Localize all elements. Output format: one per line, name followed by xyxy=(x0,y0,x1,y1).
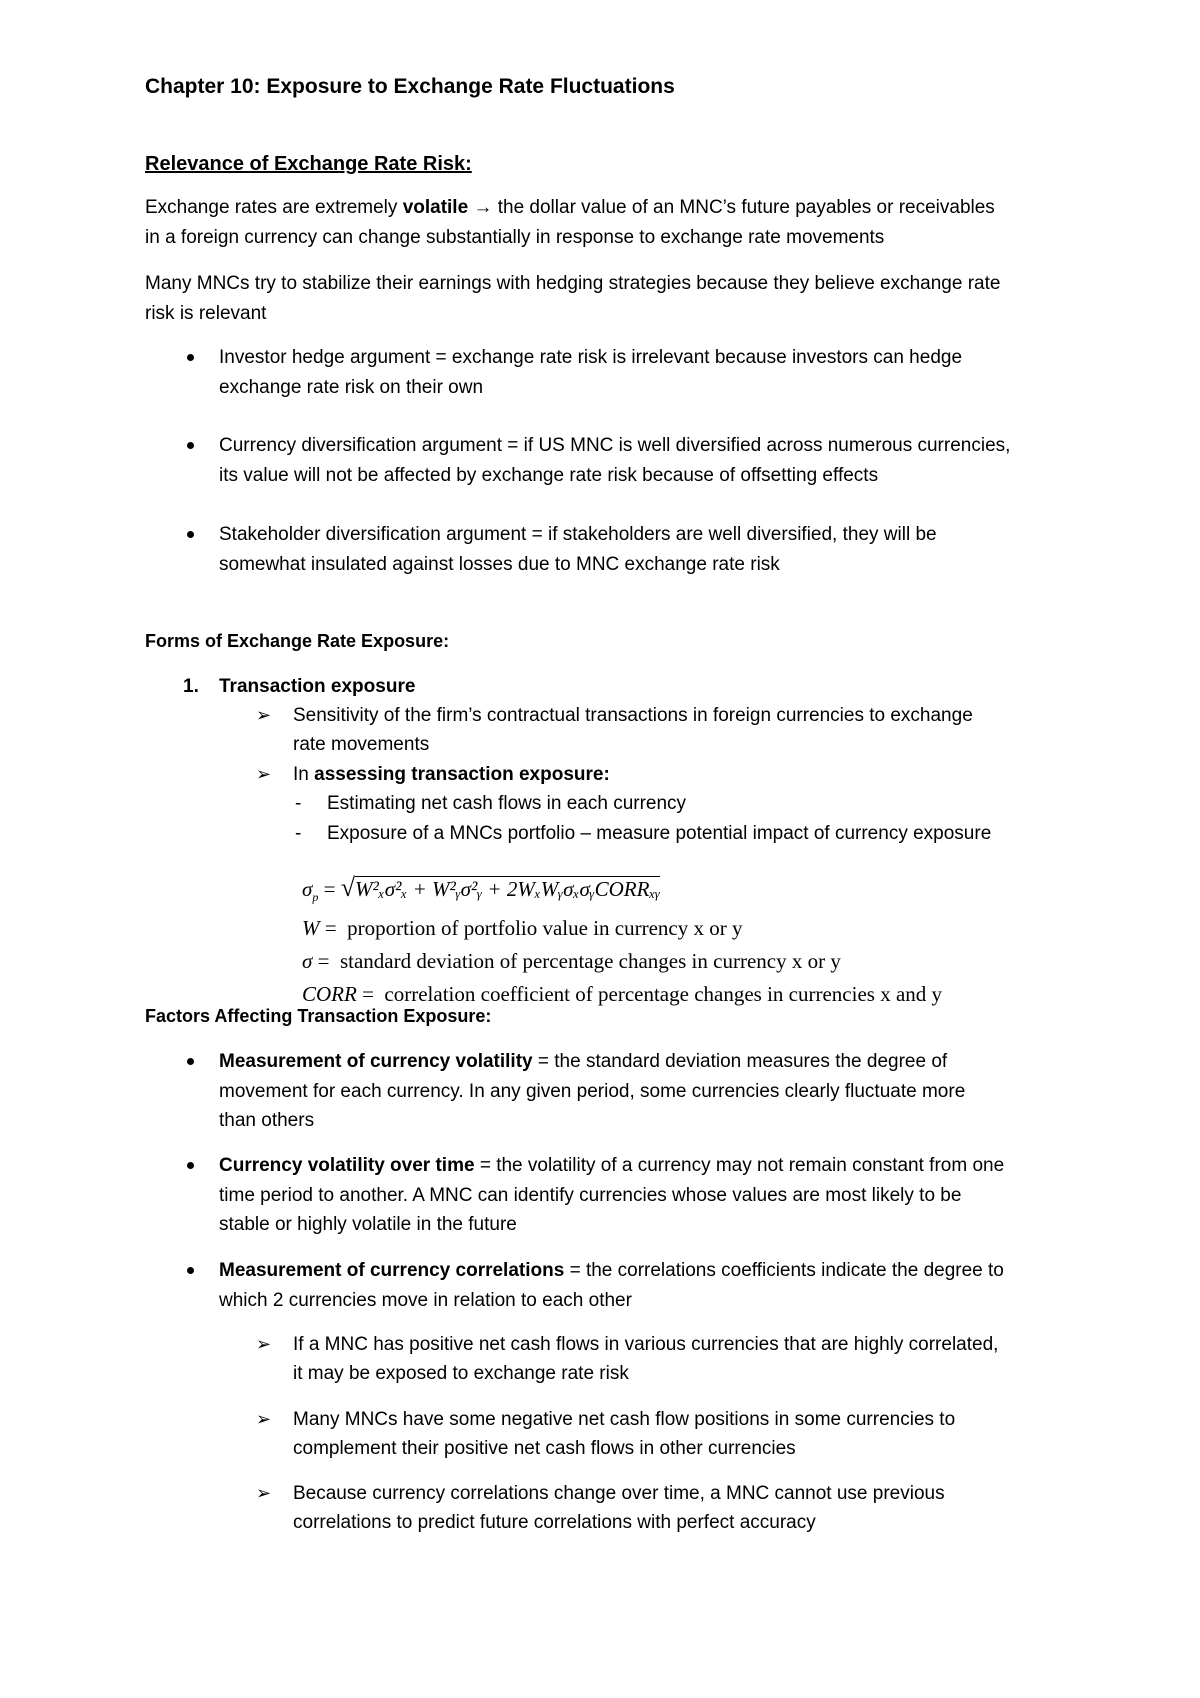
relevance-bullet-3-line-1: Stakeholder diversification argument = if stakeholders are well diversified, they will be xyxy=(219,524,937,545)
portfolio-formula xyxy=(302,873,661,905)
bold-text: Measurement of currency volatility xyxy=(219,1051,533,1072)
forms-arrow-1-line-1: Sensitivity of the firm’s contractual transactions in foreign currencies to exchange xyxy=(293,705,973,726)
forms-arrow-1-line-2: rate movements xyxy=(293,734,430,755)
page-title: Chapter 10: Exposure to Exchange Rate Fluctuations xyxy=(145,75,675,98)
def-text: proportion of portfolio value in currency x or y xyxy=(347,916,743,940)
def-symbol: W xyxy=(302,916,320,940)
factor-arrow-3-line-2: correlations to predict future correlations with perfect accuracy xyxy=(293,1512,816,1533)
def-equals: = xyxy=(362,982,374,1006)
bold-text: Currency volatility over time xyxy=(219,1155,475,1176)
relevance-paragraph-2-line-1: Many MNCs try to stabilize their earnings with hedging strategies because they believe exchange rate xyxy=(145,273,1001,294)
relevance-paragraph-1-line-1 xyxy=(145,198,995,217)
section-heading-relevance: Relevance of Exchange Rate Risk: xyxy=(145,153,472,175)
text-run: In xyxy=(293,764,315,785)
factor-1-line-3: than others xyxy=(219,1110,315,1131)
factor-2-line-1 xyxy=(219,1156,1004,1175)
arrow-bullet-icon: ➢ xyxy=(256,764,272,784)
bullet-icon xyxy=(187,1267,194,1274)
text-run: the dollar value of an MNC’s future payables or receivables xyxy=(492,197,995,218)
forms-dash-2: Exposure of a MNCs portfolio – measure potential impact of currency exposure xyxy=(327,823,992,844)
relevance-bullet-2-line-1: Currency diversification argument = if US MNC is well diversified across numerous currencies, xyxy=(219,435,1011,456)
arrow-bullet-icon: ➢ xyxy=(256,1409,272,1429)
bold-text: volatile xyxy=(402,197,469,218)
arrow-bullet-icon: ➢ xyxy=(256,705,272,725)
relevance-bullet-1-line-2: exchange rate risk on their own xyxy=(219,377,484,398)
text-run: = the correlations coefficients indicate the degree to xyxy=(564,1260,1004,1281)
relevance-bullet-2-line-2: its value will not be affected by exchange rate risk because of offsetting effects xyxy=(219,465,879,486)
forms-arrow-2 xyxy=(293,765,610,784)
formula-def-corr xyxy=(302,984,942,1005)
formula-lhs-subscript: p xyxy=(312,890,319,905)
factor-1-line-1 xyxy=(219,1052,947,1071)
dash-bullet-icon: - xyxy=(295,823,302,844)
arrow-bullet-icon: ➢ xyxy=(256,1334,272,1354)
bullet-icon xyxy=(187,1162,194,1169)
forms-dash-1: Estimating net cash flows in each currency xyxy=(327,793,687,814)
factor-arrow-1-line-1: If a MNC has positive net cash flows in various currencies that are highly correlated, xyxy=(293,1334,999,1355)
section-heading-forms: Forms of Exchange Rate Exposure: xyxy=(145,631,450,651)
factor-2-line-3: stable or highly volatile in the future xyxy=(219,1214,517,1235)
dash-bullet-icon: - xyxy=(295,793,302,814)
formula-lhs: σ xyxy=(302,877,313,901)
bold-text: Measurement of currency correlations xyxy=(219,1260,565,1281)
transaction-exposure-label: Transaction exposure xyxy=(219,676,416,697)
list-number: 1. xyxy=(183,676,199,697)
bullet-icon xyxy=(187,1058,194,1065)
bullet-icon xyxy=(187,531,194,538)
bullet-icon xyxy=(187,354,194,361)
factor-3-line-2: which 2 currencies move in relation to each other xyxy=(219,1290,632,1311)
def-symbol: σ xyxy=(302,949,313,973)
formula-def-w xyxy=(302,918,742,939)
def-text: standard deviation of percentage changes in currency x or y xyxy=(339,949,841,973)
factor-arrow-3-line-1: Because currency correlations change over time, a MNC cannot use previous xyxy=(293,1483,945,1504)
section-heading-factors: Factors Affecting Transaction Exposure: xyxy=(145,1006,492,1026)
bold-text: assessing transaction exposure: xyxy=(314,764,610,785)
text-run: = the standard deviation measures the degree of xyxy=(532,1051,948,1072)
def-equals: = xyxy=(324,916,337,940)
factor-1-line-2: movement for each currency. In any given period, some currencies clearly fluctuate more xyxy=(219,1081,966,1102)
text-run: = the volatility of a currency may not remain constant from one xyxy=(474,1155,1005,1176)
relevance-paragraph-1-line-2: in a foreign currency can change substantially in response to exchange rate movements xyxy=(145,227,885,248)
def-equals: = xyxy=(317,949,330,973)
factor-arrow-2-line-2: complement their positive net cash flows in other currencies xyxy=(293,1438,796,1459)
relevance-paragraph-2-line-2: risk is relevant xyxy=(145,303,267,324)
def-text: correlation coefficient of percentage changes in currencies x and y xyxy=(384,982,943,1006)
factor-arrow-2-line-1: Many MNCs have some negative net cash flow positions in some currencies to xyxy=(293,1409,956,1430)
text-run: Exchange rates are extremely xyxy=(145,197,403,218)
relevance-bullet-3-line-2: somewhat insulated against losses due to MNC exchange rate risk xyxy=(219,554,780,575)
bullet-icon xyxy=(187,442,194,449)
arrow-right-icon: → xyxy=(473,197,493,218)
factor-arrow-1-line-2: it may be exposed to exchange rate risk xyxy=(293,1363,629,1384)
formula-def-sigma xyxy=(302,951,841,972)
factor-3-line-1 xyxy=(219,1261,1004,1280)
factor-2-line-2: time period to another. A MNC can identify currencies whose values are most likely to be xyxy=(219,1185,962,1206)
formula-equals: = xyxy=(323,877,336,901)
def-symbol: CORR xyxy=(302,982,357,1006)
formula-rhs: W²ₓσ²ₓ + W²ᵧσ²ᵧ + 2WₓWᵧσₓσᵧCORRₓᵧ xyxy=(354,877,661,901)
sqrt-icon: √ xyxy=(340,873,355,902)
arrow-bullet-icon: ➢ xyxy=(256,1483,272,1503)
relevance-bullet-1-line-1: Investor hedge argument = exchange rate risk is irrelevant because investors can hedge xyxy=(219,347,963,368)
